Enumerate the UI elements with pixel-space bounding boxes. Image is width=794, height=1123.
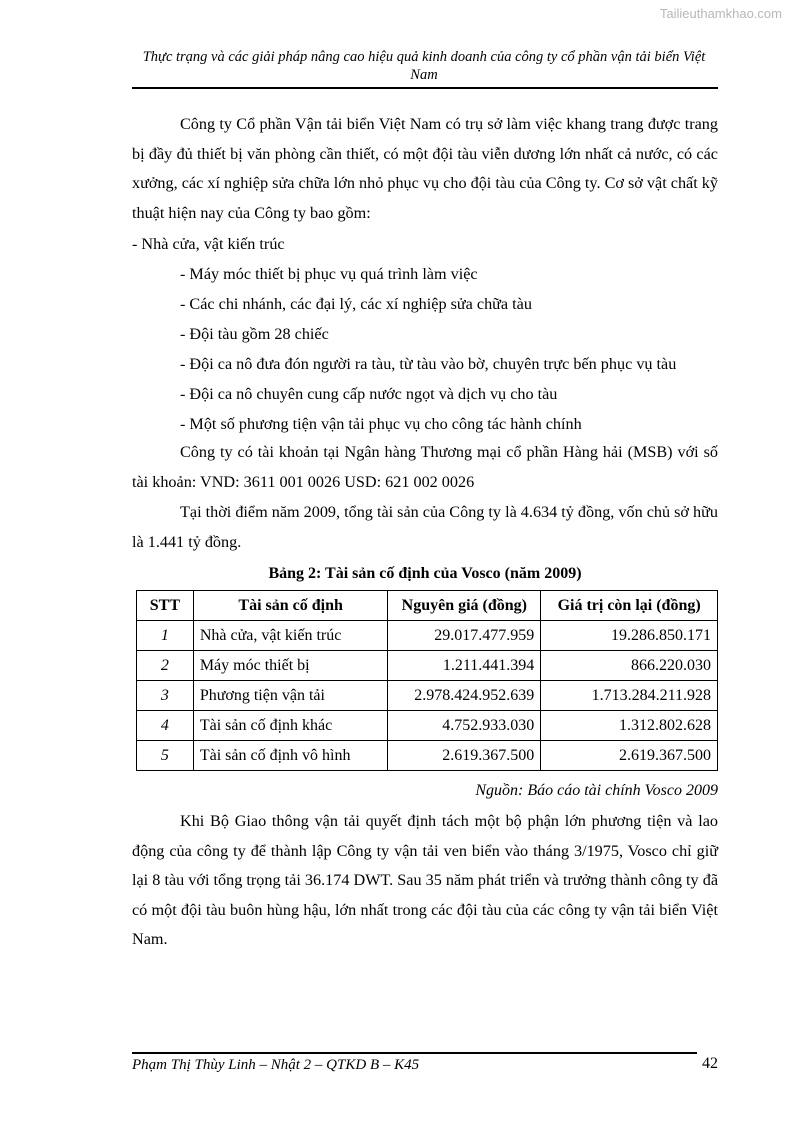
table-row xyxy=(137,741,718,771)
footer-author: Phạm Thị Thùy Linh – Nhật 2 – QTKD B – K45 xyxy=(132,1057,420,1073)
facility-item: - Máy móc thiết bị phục vụ quá trình làm việc xyxy=(180,265,478,283)
cell-original-cost: 1.211.441.394 xyxy=(388,651,541,681)
table-row xyxy=(137,621,718,651)
table-row xyxy=(137,681,718,711)
header-original-cost: Nguyên giá (đồng) xyxy=(388,591,541,621)
cell-remaining-value: 1.713.284.211.928 xyxy=(541,681,718,711)
header-asset: Tài sản cố định xyxy=(193,591,388,621)
intro-paragraph: Công ty Cổ phần Vận tải biển Việt Nam có trụ sở làm việc khang trang được trang bị đầy đủ thiết bị văn phòng cần thiết, có một đội tàu viễn dương lớn nhất cả nước, có các xưởng, các xí nghiệp sửa chữa lớn nhỏ phục vụ cho đội tàu của Công ty. Cơ sở vật chất kỹ thuật hiện nay của Công ty bao gồm: xyxy=(132,115,718,222)
cell-remaining-value: 1.312.802.628 xyxy=(541,711,718,741)
cell-remaining-value: 866.220.030 xyxy=(541,651,718,681)
header-remaining-value: Giá trị còn lại (đồng) xyxy=(541,591,718,621)
page-header-title: Thực trạng và các giải pháp nâng cao hiệu quả kinh doanh của công ty cổ phần vận tải biển Việt Nam xyxy=(142,49,706,83)
fixed-assets-table xyxy=(136,590,718,771)
facility-item: - Đội ca nô chuyên cung cấp nước ngọt và dịch vụ cho tàu xyxy=(180,385,558,403)
cell-asset: Nhà cửa, vật kiến trúc xyxy=(193,621,388,651)
header-stt: STT xyxy=(137,591,194,621)
cell-stt: 5 xyxy=(137,741,194,771)
table-header-row xyxy=(137,591,718,621)
cell-original-cost: 4.752.933.030 xyxy=(388,711,541,741)
assets-paragraph: Tại thời điểm năm 2009, tổng tài sản của Công ty là 4.634 tỷ đồng, vốn chủ sở hữu là 1.441 tỷ đồng. xyxy=(132,503,718,551)
cell-asset: Tài sản cố định vô hình xyxy=(193,741,388,771)
footer-divider xyxy=(132,1052,697,1054)
cell-asset: Phương tiện vận tải xyxy=(193,681,388,711)
table-row xyxy=(137,651,718,681)
watermark: Tailieuthamkhao.com xyxy=(659,6,782,21)
cell-stt: 2 xyxy=(137,651,194,681)
cell-original-cost: 2.619.367.500 xyxy=(388,741,541,771)
facility-item: - Một số phương tiện vận tải phục vụ cho công tác hành chính xyxy=(180,415,582,433)
bank-paragraph: Công ty có tài khoản tại Ngân hàng Thương mại cổ phần Hàng hải (MSB) với số tài khoản: VND: 3611 001 0026 USD: 621 002 0026 xyxy=(132,443,718,491)
cell-stt: 4 xyxy=(137,711,194,741)
table-caption: Bảng 2: Tài sản cố định của Vosco (năm 2009) xyxy=(268,565,582,582)
header-divider xyxy=(132,87,718,89)
cell-remaining-value: 2.619.367.500 xyxy=(541,741,718,771)
facility-item: - Đội tàu gồm 28 chiếc xyxy=(180,325,329,343)
page-number: 42 xyxy=(702,1055,718,1072)
history-paragraph: Khi Bộ Giao thông vận tải quyết định tách một bộ phận lớn phương tiện và lao động của công ty để thành lập Công ty vận tải ven biển vào tháng 3/1975, Vosco chỉ giữ lại 8 tàu với tổng trọng tải 36.174 DWT. Sau 35 năm phát triển và trưởng thành công ty đã có một đội tàu buôn hùng hậu, lớn nhất trong các đội tàu của các công ty vận tải biển Việt Nam. xyxy=(132,812,718,948)
facility-item: - Nhà cửa, vật kiến trúc xyxy=(132,235,285,253)
cell-stt: 3 xyxy=(137,681,194,711)
cell-original-cost: 29.017.477.959 xyxy=(388,621,541,651)
cell-remaining-value: 19.286.850.171 xyxy=(541,621,718,651)
cell-original-cost: 2.978.424.952.639 xyxy=(388,681,541,711)
cell-stt: 1 xyxy=(137,621,194,651)
table-row xyxy=(137,711,718,741)
facilities-list xyxy=(132,229,718,439)
table-source: Nguồn: Báo cáo tài chính Vosco 2009 xyxy=(475,782,718,799)
cell-asset: Tài sản cố định khác xyxy=(193,711,388,741)
facility-item: - Các chi nhánh, các đại lý, các xí nghiệp sửa chữa tàu xyxy=(180,295,532,313)
facility-item: - Đội ca nô đưa đón người ra tàu, từ tàu vào bờ, chuyên trực bến phục vụ tàu xyxy=(180,355,677,373)
cell-asset: Máy móc thiết bị xyxy=(193,651,388,681)
